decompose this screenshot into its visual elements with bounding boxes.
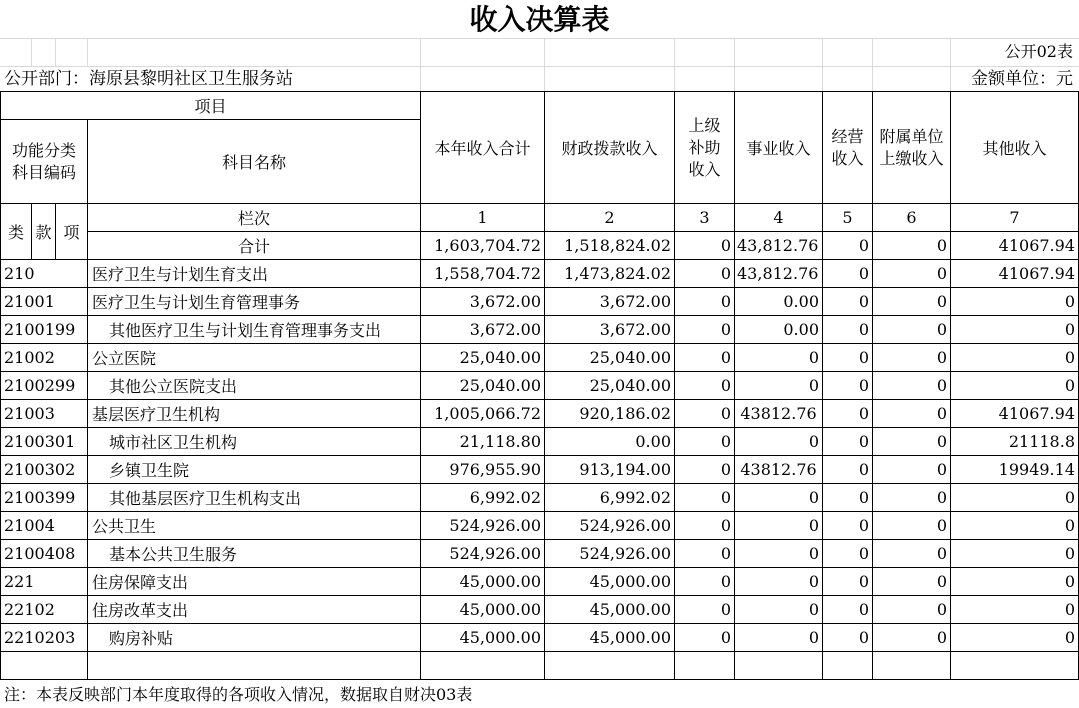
total-value: 43,812.76 [735,232,823,260]
row-value: 0 [873,568,951,596]
row-value: 0 [823,400,873,428]
row-value: 3,672.00 [545,288,675,316]
row-value: 524,926.00 [421,540,545,568]
row-value: 0 [873,316,951,344]
table-row [1,316,1079,344]
row-value: 920,186.02 [545,400,675,428]
row-value: 524,926.00 [545,512,675,540]
row-value: 0 [735,428,823,456]
row-code: 2100399 [1,484,88,512]
gridline [674,38,675,91]
gridline [950,38,951,91]
row-value: 0 [735,372,823,400]
gridline [0,38,1079,39]
row-value: 524,926.00 [545,540,675,568]
header-lanci: 栏次 [88,204,421,232]
table-row [1,512,1079,540]
row-value: 45,000.00 [545,624,675,652]
empty-cell [545,652,675,680]
row-value: 43,812.76 [735,260,823,288]
row-name: 城市社区卫生机构 [88,428,421,456]
row-value: 0 [823,596,873,624]
row-value: 0 [951,540,1079,568]
row-value: 45,000.00 [421,568,545,596]
row-name: 乡镇卫生院 [88,456,421,484]
row-value: 0.00 [545,428,675,456]
row-value: 0 [675,568,735,596]
row-value: 0.00 [735,316,823,344]
page-title: 收入决算表 [469,3,610,36]
row-name: 公立医院 [88,344,421,372]
row-value: 3,672.00 [421,316,545,344]
row-code: 2100302 [1,456,88,484]
row-value: 1,558,704.72 [421,260,545,288]
col-num: 2 [545,204,675,232]
row-value: 0 [735,568,823,596]
row-value: 3,672.00 [421,288,545,316]
row-value: 0.00 [735,288,823,316]
gridline [420,38,421,91]
form-code: 公开02表 [1004,42,1073,61]
header-xiang: 项 [56,204,88,260]
empty-cell [675,652,735,680]
empty-cell [951,652,1079,680]
row-value: 976,955.90 [421,456,545,484]
row-code: 2100299 [1,372,88,400]
row-value: 19949.14 [951,456,1079,484]
row-value: 25,040.00 [421,372,545,400]
row-value: 0 [823,372,873,400]
gridline [87,38,88,66]
row-value: 21118.8 [951,428,1079,456]
col-num: 4 [735,204,823,232]
row-code: 21003 [1,400,88,428]
table-row [1,260,1079,288]
row-value: 0 [675,428,735,456]
total-value: 1,518,824.02 [545,232,675,260]
gridline [822,38,823,91]
income-table [0,91,1079,680]
row-name: 其他基层医疗卫生机构支出 [88,484,421,512]
total-label: 合计 [88,232,421,260]
table-row [1,484,1079,512]
row-value: 0 [823,540,873,568]
row-code: 21002 [1,344,88,372]
table-row [1,428,1079,456]
header-subject-name: 科目名称 [88,120,421,204]
row-value: 25,040.00 [545,344,675,372]
row-value: 0 [675,456,735,484]
table-row [1,288,1079,316]
row-value: 0 [675,512,735,540]
total-value: 1,603,704.72 [421,232,545,260]
row-value: 0 [951,372,1079,400]
row-name: 购房补贴 [88,624,421,652]
row-value: 0 [675,540,735,568]
table-row [1,344,1079,372]
department-label: 公开部门：海原县黎明社区卫生服务站 [4,69,293,89]
row-value: 6,992.02 [545,484,675,512]
row-value: 913,194.00 [545,456,675,484]
footnote: 注：本表反映部门本年度取得的各项收入情况，数据取自财决03表 [4,685,473,704]
row-value: 0 [823,484,873,512]
header-item: 项目 [1,92,421,120]
row-value: 3,672.00 [545,316,675,344]
row-value: 0 [675,400,735,428]
row-value: 0 [675,344,735,372]
col-num: 1 [421,204,545,232]
table-row [1,456,1079,484]
total-value: 0 [873,232,951,260]
row-value: 0 [735,344,823,372]
row-value: 1,473,824.02 [545,260,675,288]
row-value: 0 [951,484,1079,512]
row-name: 其他公立医院支出 [88,372,421,400]
row-name: 医疗卫生与计划生育支出 [88,260,421,288]
table-row [1,624,1079,652]
empty-cell [873,652,951,680]
row-value: 0 [735,484,823,512]
row-value: 0 [873,428,951,456]
header-col-3: 上级补助收入 [675,92,735,204]
row-value: 0 [823,512,873,540]
gridline [31,38,32,66]
total-value: 41067.94 [951,232,1079,260]
row-value: 45,000.00 [545,568,675,596]
row-value: 0 [873,372,951,400]
row-code: 2100301 [1,428,88,456]
row-value: 0 [823,260,873,288]
empty-cell [735,652,823,680]
table-row [1,540,1079,568]
row-value: 0 [735,540,823,568]
row-value: 45,000.00 [421,624,545,652]
row-value: 0 [873,288,951,316]
row-code: 21004 [1,512,88,540]
empty-cell [421,652,545,680]
row-value: 43812.76 [735,400,823,428]
header-col-6: 附属单位上缴收入 [873,92,951,204]
gridline [55,38,56,66]
row-value: 25,040.00 [545,372,675,400]
header-func-code: 功能分类科目编码 [1,120,88,204]
empty-cell [1,652,88,680]
row-value: 25,040.00 [421,344,545,372]
table-row [1,568,1079,596]
row-code: 221 [1,568,88,596]
total-value: 0 [823,232,873,260]
row-name: 基本公共卫生服务 [88,540,421,568]
total-value: 0 [675,232,735,260]
row-code: 210 [1,260,88,288]
col-num: 5 [823,204,873,232]
row-value: 0 [873,260,951,288]
row-value: 0 [951,288,1079,316]
row-value: 0 [873,624,951,652]
table-row [1,372,1079,400]
header-col-5: 经营收入 [823,92,873,204]
row-value: 524,926.00 [421,512,545,540]
row-value: 0 [675,316,735,344]
row-value: 0 [823,344,873,372]
empty-cell [823,652,873,680]
row-name: 住房改革支出 [88,596,421,624]
row-value: 0 [951,344,1079,372]
row-value: 0 [951,316,1079,344]
row-value: 0 [675,624,735,652]
unit-label: 金额单位：元 [971,69,1073,89]
row-value: 0 [873,456,951,484]
row-value: 21,118.80 [421,428,545,456]
row-value: 0 [675,484,735,512]
gridline [872,38,873,91]
col-num: 7 [951,204,1079,232]
row-code: 2100408 [1,540,88,568]
row-value: 0 [951,512,1079,540]
row-value: 0 [823,456,873,484]
row-name: 住房保障支出 [88,568,421,596]
header-col-1: 本年收入合计 [421,92,545,204]
row-code: 2100199 [1,316,88,344]
row-value: 1,005,066.72 [421,400,545,428]
header-kuan: 款 [32,204,56,260]
header-lei: 类 [1,204,32,260]
row-value: 0 [873,540,951,568]
row-value: 0 [823,568,873,596]
gridline [734,38,735,91]
row-value: 0 [951,596,1079,624]
row-value: 0 [823,428,873,456]
row-code: 22102 [1,596,88,624]
row-name: 基层医疗卫生机构 [88,400,421,428]
row-value: 0 [735,596,823,624]
row-value: 0 [873,400,951,428]
row-value: 45,000.00 [545,596,675,624]
row-value: 0 [823,316,873,344]
row-value: 0 [951,624,1079,652]
row-value: 0 [873,512,951,540]
row-value: 0 [873,596,951,624]
row-value: 0 [735,512,823,540]
row-value: 0 [675,288,735,316]
row-value: 0 [675,260,735,288]
row-value: 6,992.02 [421,484,545,512]
col-num: 3 [675,204,735,232]
row-value: 0 [951,568,1079,596]
row-value: 0 [823,624,873,652]
row-value: 45,000.00 [421,596,545,624]
row-name: 公共卫生 [88,512,421,540]
header-col-4: 事业收入 [735,92,823,204]
row-code: 21001 [1,288,88,316]
row-value: 0 [735,624,823,652]
header-col-7: 其他收入 [951,92,1079,204]
row-value: 0 [675,596,735,624]
row-name: 医疗卫生与计划生育管理事务 [88,288,421,316]
col-num: 6 [873,204,951,232]
row-value: 41067.94 [951,260,1079,288]
row-code: 2210203 [1,624,88,652]
row-value: 0 [675,372,735,400]
row-value: 0 [873,344,951,372]
row-value: 0 [823,288,873,316]
row-name: 其他医疗卫生与计划生育管理事务支出 [88,316,421,344]
row-value: 0 [873,484,951,512]
row-value: 41067.94 [951,400,1079,428]
table-row [1,400,1079,428]
header-col-2: 财政拨款收入 [545,92,675,204]
row-value: 43812.76 [735,456,823,484]
table-row [1,596,1079,624]
gridline [544,38,545,91]
empty-cell [88,652,421,680]
